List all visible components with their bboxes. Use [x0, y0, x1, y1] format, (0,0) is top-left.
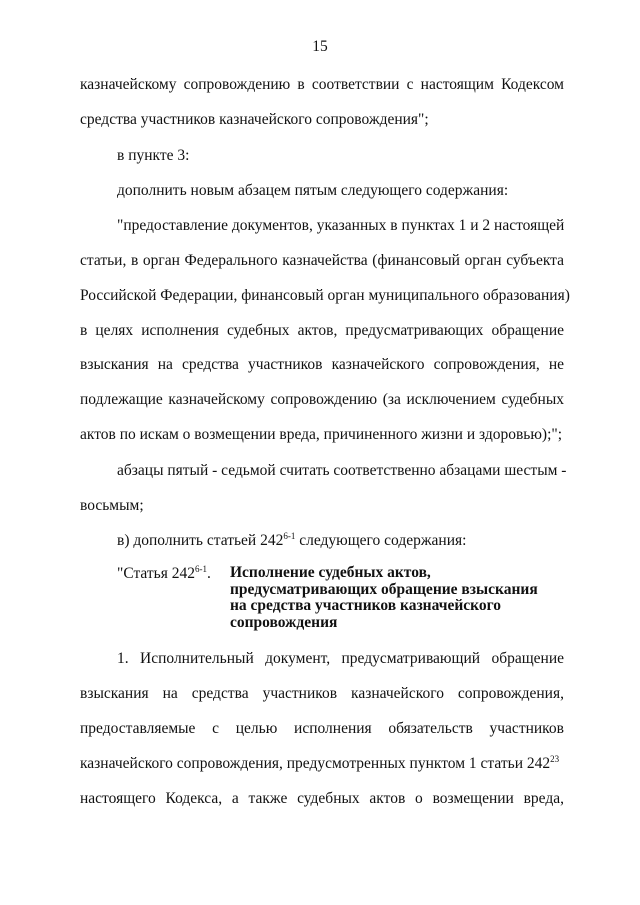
- text-line: взыскания на средства участников казначейского сопровождения,: [80, 685, 564, 702]
- text-line: дополнить новым абзацем пятым следующего содержания:: [117, 182, 509, 199]
- text-line: восьмым;: [80, 497, 144, 514]
- text-line: казначейского сопровождения, предусмотренных пунктом 1 статьи $242^{23}$: [80, 754, 560, 772]
- text-line: взыскания на средства участников казначейского сопровождения, не: [80, 356, 564, 373]
- text-line: Российской Федерации, финансовый орган муниципального образования): [80, 287, 570, 304]
- text-line: актов по искам о возмещении вреда, причиненного жизни и здоровью);";: [80, 426, 563, 443]
- text-line: статьи, в орган Федерального казначейства (финансовый орган субъекта: [80, 252, 564, 269]
- text-line: предоставляемые с целью исполнения обязательств участников: [80, 720, 564, 737]
- text-line: подлежащие казначейскому сопровождению (за исключением судебных: [80, 391, 564, 408]
- text-line: в целях исполнения судебных актов, предусматривающих обращение: [80, 322, 564, 339]
- page-number: 15: [312, 38, 328, 55]
- text-line: в) дополнить статьей 242$^{6-1}$ следующего содержания:: [117, 531, 467, 549]
- text-line: казначейскому сопровождению в соответствии с настоящим Кодексом: [80, 76, 564, 93]
- text-line: средства участников казначейского сопровождения";: [80, 111, 429, 128]
- text-line: "предоставление документов, указанных в пунктах 1 и 2 настоящей: [117, 217, 565, 234]
- text-line: в пункте 3:: [117, 147, 190, 164]
- text-line: настоящего Кодекса, а также судебных актов о возмещении вреда,: [80, 790, 564, 807]
- text-line: 1. Исполнительный документ, предусматривающий обращение: [117, 650, 564, 667]
- article-heading: [80, 565, 564, 635]
- article-number: "Статья 242$^{6-1}$.: [117, 564, 211, 582]
- article-title: Исполнение судебных актов, предусматривающих обращение взыскания на средства участников казначейского сопровождения: [230, 564, 538, 631]
- text-line: абзацы пятый - седьмой считать соответственно абзацами шестым -: [117, 462, 567, 479]
